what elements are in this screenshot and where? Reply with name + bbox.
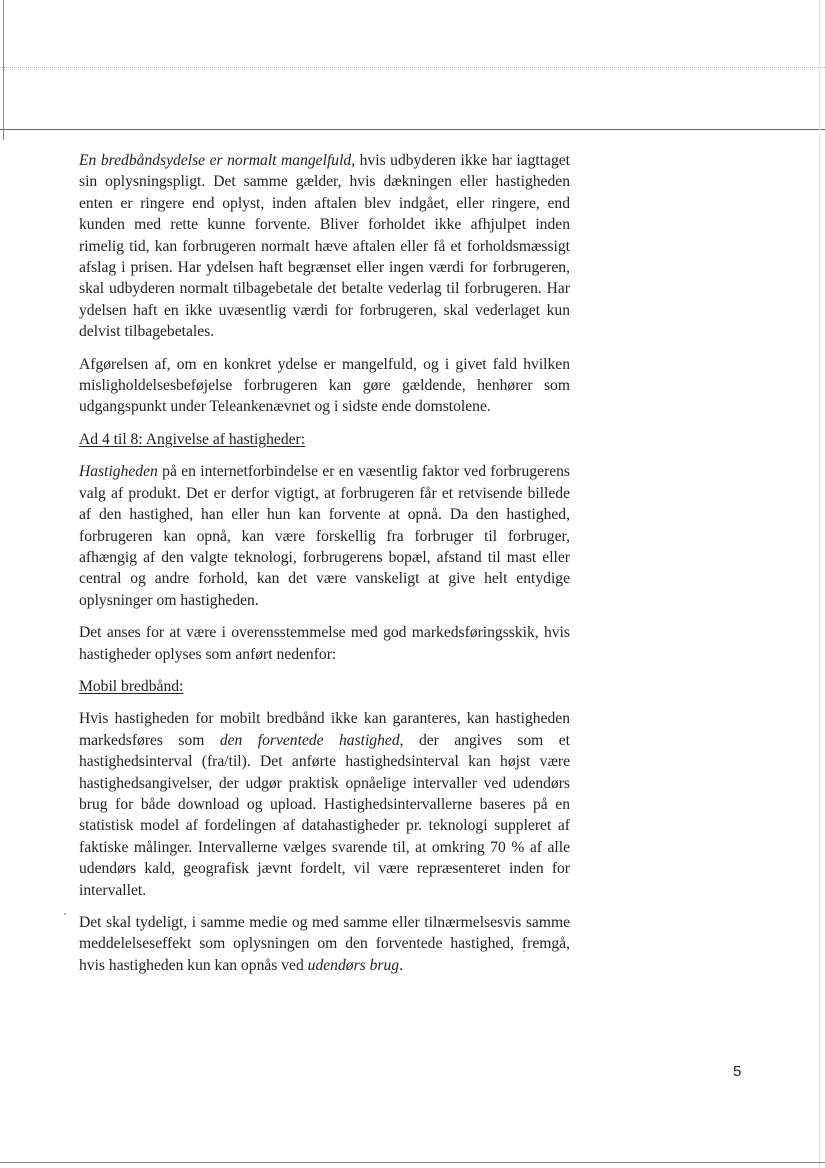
- paragraph-text: Det skal tydeligt, i samme medie og med samme eller tilnærmelsesvis samme meddelelseseffekt som oplysningen om den forventede hastighed, fremgå, hvis hastigheden kun kan opnås ved: [79, 914, 570, 974]
- emphasis: den forventede hastighed: [219, 731, 400, 749]
- scan-artifact-line: [0, 67, 825, 68]
- paragraph-text: , der angives som et hastighedsinterval (fra/til). Det anførte hastighedsinterval kan højst være hastighedsangivelser, der udgør praktisk opnåelige intervaller ved udendørs brug for både download og upload. Hastighedsintervallerne baseres på en statistisk model af fordelingen af datahastigheder pr. teknologi suppleret af faktiske målinger. Intervallerne vælges svarende til, at omkring 70 % af alle udendørs kald, geografisk jævnt fordelt, vil være repræsenteret inden for intervallet.: [79, 731, 570, 899]
- scan-edge-right: [819, 0, 821, 1168]
- scan-edge-left: [3, 0, 4, 140]
- emphasis: Hastigheden: [79, 463, 158, 481]
- paragraph-decision: Afgørelsen af, om en konkret ydelse er mangelfuld, og i givet fald hvilken misligholdelsesbeføjelse forbrugeren kan gøre gældende, henhører som udgangspunkt under Teleankenævnet og i sidste ende domstolene.: [79, 355, 570, 416]
- paragraph-defect: [79, 150, 570, 343]
- header-rule: [0, 129, 825, 130]
- document-body: [79, 150, 570, 987]
- section-heading-speeds: Ad 4 til 8: Angivelse af hastigheder:: [79, 430, 306, 448]
- emphasis: En bredbåndsydelse er normalt mangelfuld,: [79, 152, 356, 169]
- paragraph-text: Hvis hastigheden for mobilt bredbånd ikke kan garanteres, kan hastigheden markedsføres som: [79, 710, 570, 749]
- paragraph-speed: [79, 461, 570, 611]
- section-heading-mobile: Mobil bredbånd:: [79, 677, 184, 695]
- emphasis: udendørs brug: [307, 956, 400, 974]
- paragraph-text: på en internetforbindelse er en væsentlig faktor ved forbrugerens valg af produkt. Det er derfor vigtigt, at forbrugeren får et retvisende billede af den hastighed, han eller hun kan forvente at opnå. Da den hastighed, forbrugeren kan opnå, kan være forskellig fra forbruger til forbruger, afhængig af den valgte teknologi, forbrugerens bopæl, afstand til mast eller central og andre forhold, kan det være vanskeligt at give helt entydige oplysninger om hastigheden.: [79, 463, 570, 609]
- paragraph-outdoor: [79, 912, 570, 976]
- scan-speck: [64, 913, 66, 915]
- paragraph-text: hvis udbyderen ikke har iagttaget sin oplysningspligt. Det samme gælder, hvis dækningen eller hastigheden enten er ringere end oplyst, inden aftalen blev indgået, eller ringere, end kunden med rette kunne forvente. Bliver forholdet ikke afhjulpet inden rimelig tid, kan forbrugeren normalt hæve aftalen eller få et forholdsmæssigt afslag i prisen. Har ydelsen haft begrænset eller ingen værdi for forbrugeren, skal udbyderen normalt tilbagebetale det betalte vederlag til forbrugeren. Har ydelsen haft en ikke uvæsentlig værdi for forbrugeren, skal vederlaget kun delvist tilbagebetales.: [79, 152, 571, 341]
- paragraph-mobile: [79, 708, 570, 901]
- page-number: 5: [733, 1063, 742, 1080]
- paragraph-marketing: Det anses for at være i overensstemmelse med god markedsføringsskik, hvis hastigheder oplyses som anført nedenfor:: [79, 624, 570, 663]
- scan-edge-bottom: [0, 1162, 825, 1163]
- paragraph-text: .: [399, 956, 403, 974]
